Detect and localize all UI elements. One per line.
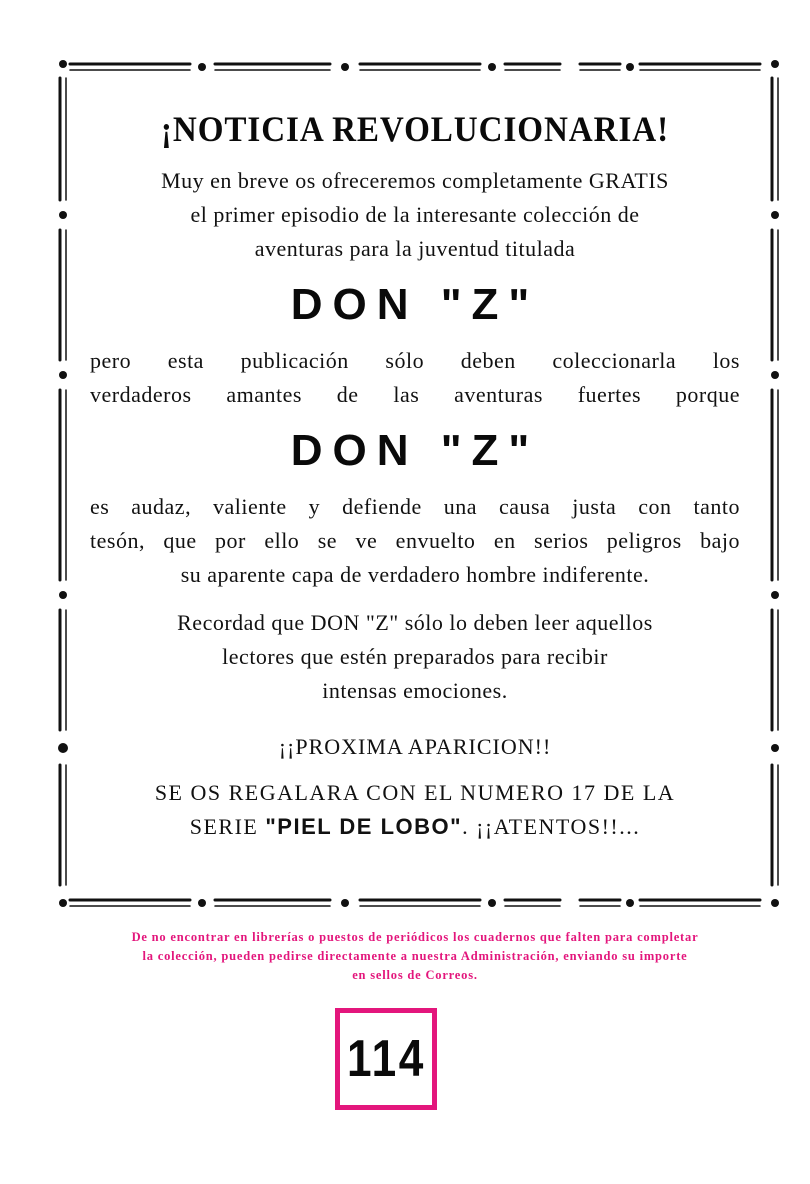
- gift-line-2: [90, 810, 740, 844]
- warning-line: lectores que estén preparados para recibir: [222, 644, 608, 669]
- gift-line-1: SE OS REGALARA CON EL NUMERO 17 DE LA: [154, 780, 676, 805]
- headline: ¡NOTICIA REVOLUCIONARIA!: [160, 109, 670, 149]
- gift-series-name: "PIEL DE LOBO": [265, 814, 463, 839]
- gift-prefix: SERIE: [189, 814, 259, 839]
- gift-suffix: . ¡¡ATENTOS!!...: [462, 814, 641, 839]
- footer-note-line: la colección, pueden pedirse directamente a nuestra Administración, enviando su importe: [142, 949, 688, 963]
- proxima-aparicion: ¡¡PROXIMA APARICION!!: [278, 734, 552, 759]
- gift-notice: [90, 776, 740, 844]
- announcement-content: [90, 100, 740, 844]
- description-line: tesón, que por ello se ve envuelto en serios peligros bajo: [90, 528, 740, 553]
- warning-line: Recordad que DON "Z" sólo lo deben leer aquellos: [177, 610, 653, 635]
- footer-note: [50, 928, 780, 985]
- middle-line: verdaderos amantes de las aventuras fuertes porque: [90, 382, 740, 407]
- middle-line: pero esta publicación sólo deben coleccionarla los: [90, 348, 740, 373]
- warning-line: intensas emociones.: [322, 678, 508, 703]
- description-line: es audaz, valiente y defiende una causa justa con tanto: [90, 494, 740, 519]
- page-number: 114: [346, 1030, 426, 1088]
- footer-note-line: De no encontrar en librerías o puestos de periódicos los cuadernos que falten para completar: [131, 930, 699, 944]
- intro-line: Muy en breve os ofreceremos completamente GRATIS: [161, 168, 669, 193]
- page-number-box: [335, 1008, 437, 1110]
- footer-note-line: en sellos de Correos.: [352, 968, 478, 982]
- description-line: su aparente capa de verdadero hombre indiferente.: [180, 562, 650, 587]
- intro-line: aventuras para la juventud titulada: [254, 236, 576, 261]
- series-title-repeat: DON "Z": [290, 426, 540, 475]
- intro-line: el primer episodio de la interesante colección de: [190, 202, 640, 227]
- series-title: DON "Z": [290, 280, 540, 329]
